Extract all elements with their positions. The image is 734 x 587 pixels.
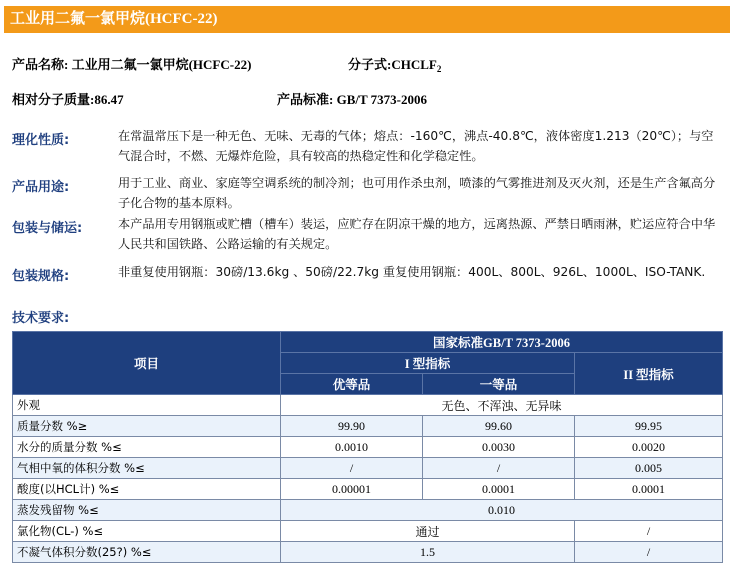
section-label-properties: 理化性质: <box>12 133 70 148</box>
row-value: / <box>575 542 723 563</box>
table-row <box>13 416 723 437</box>
row-value: 99.60 <box>423 416 575 437</box>
table-row <box>13 479 723 500</box>
header-national-standard: 国家标准GB/T 7373-2006 <box>281 332 723 353</box>
row-value: 无色、不浑浊、无异味 <box>281 395 723 416</box>
spec-table <box>12 331 723 563</box>
row-value: 0.0001 <box>575 479 723 500</box>
standard-line <box>277 89 427 108</box>
row-value: 99.95 <box>575 416 723 437</box>
product-name-line <box>12 54 251 73</box>
standard-label: 产品标准: <box>277 92 334 107</box>
section-label-usage: 产品用途: <box>12 180 70 195</box>
row-value: 0.0020 <box>575 437 723 458</box>
header-type-2: II 型指标 <box>575 353 723 395</box>
row-value: 1.5 <box>281 542 575 563</box>
section-label-storage: 包装与储运: <box>12 221 83 236</box>
row-name: 酸度(以HCL计) %≤ <box>13 479 281 500</box>
molecular-mass-value: 86.47 <box>94 92 124 107</box>
row-value: 0.0001 <box>423 479 575 500</box>
table-row <box>13 500 723 521</box>
product-name-label: 产品名称: <box>12 57 69 72</box>
table-row <box>13 458 723 479</box>
table-row <box>13 437 723 458</box>
section-label-packaging: 包装规格: <box>12 269 70 284</box>
table-row <box>13 395 723 416</box>
product-name-value: 工业用二氟一氯甲烷(HCFC-22) <box>71 57 252 72</box>
section-text-packaging: 非重复使用钢瓶：30磅/13.6kg 、50磅/22.7kg 重复使用钢瓶：400L、800L、926L、1000L、ISO-TANK. <box>118 265 706 279</box>
row-value: / <box>281 458 423 479</box>
molecular-mass-label: 相对分子质量: <box>12 92 95 107</box>
section-text-storage: 本产品用专用钢瓶或贮槽（槽车）装运，应贮存在阴凉干燥的地方，远离热源、严禁日晒雨淋，贮运应符合中华人民共和国铁路、公路运输的有关规定。 <box>118 217 716 251</box>
row-value: / <box>575 521 723 542</box>
row-value: 99.90 <box>281 416 423 437</box>
row-name: 质量分数 %≥ <box>13 416 281 437</box>
formula-value: CHCLF <box>391 57 437 72</box>
row-value: 通过 <box>281 521 575 542</box>
header-first-grade: 一等品 <box>423 374 575 395</box>
section-label-technical: 技术要求: <box>12 311 70 326</box>
header-item: 项目 <box>13 332 281 395</box>
molecular-mass-line <box>12 89 124 108</box>
row-value: 0.0030 <box>423 437 575 458</box>
section-text-properties: 在常温常压下是一种无色、无味、无毒的气体；熔点：-160℃，沸点-40.8℃，液体密度1.213（20℃）；与空气混合时，不燃、无爆炸危险，具有较高的热稳定性和化学稳定性。 <box>118 129 714 163</box>
row-name: 不凝气体积分数(25?) %≤ <box>13 542 281 563</box>
header-superior-grade: 优等品 <box>281 374 423 395</box>
row-value: 0.005 <box>575 458 723 479</box>
row-value: 0.00001 <box>281 479 423 500</box>
row-name: 外观 <box>13 395 281 416</box>
table-row <box>13 521 723 542</box>
row-name: 气相中氧的体积分数 %≤ <box>13 458 281 479</box>
section-text-usage: 用于工业、商业、家庭等空调系统的制冷剂；也可用作杀虫剂，喷漆的气雾推进剂及灭火剂，还是生产含氟高分子化合物的基本原料。 <box>118 176 716 210</box>
table-row <box>13 542 723 563</box>
row-name: 蒸发残留物 %≤ <box>13 500 281 521</box>
formula-label: 分子式: <box>348 57 392 72</box>
formula-line <box>348 54 441 74</box>
row-value: 0.010 <box>281 500 723 521</box>
header-type-1: I 型指标 <box>281 353 575 374</box>
formula-subscript: 2 <box>436 64 442 74</box>
standard-value: GB/T 7373-2006 <box>336 92 428 107</box>
row-value: 0.0010 <box>281 437 423 458</box>
row-name: 氯化物(CL-) %≤ <box>13 521 281 542</box>
row-value: / <box>423 458 575 479</box>
page-title: 工业用二氟一氯甲烷(HCFC-22) <box>4 6 730 33</box>
row-name: 水分的质量分数 %≤ <box>13 437 281 458</box>
